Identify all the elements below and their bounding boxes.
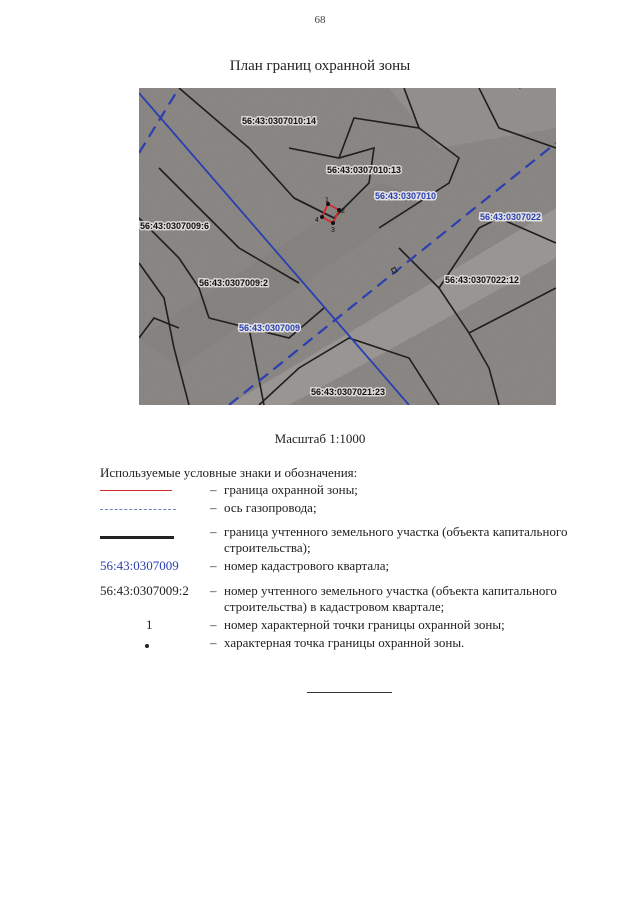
- legend-dash: –: [210, 482, 217, 497]
- legend-symbol-text: 56:43:0307009:2: [100, 583, 189, 598]
- red-line-symbol: [100, 490, 172, 491]
- dot-symbol: [145, 644, 149, 648]
- point-number: 4: [315, 217, 319, 224]
- legend-description: граница охранной зоны;: [224, 482, 358, 497]
- black-line-symbol: [100, 536, 174, 539]
- legend-description: граница учтенного земельного участка (объекта капитального строительства);: [224, 524, 568, 555]
- legend-dash: –: [210, 524, 217, 539]
- zone-point-4: [320, 215, 324, 219]
- zone-point-3: [331, 221, 335, 225]
- footer-rule: [307, 692, 392, 693]
- page-title: План границ охранной зоны: [229, 58, 411, 74]
- map-scale: Масштаб 1:1000: [274, 431, 366, 446]
- map-label-parcel: 56:43:0307010:14: [242, 116, 317, 126]
- legend-dash: –: [210, 617, 217, 632]
- legend-description: номер кадастрового квартала;: [224, 558, 390, 573]
- legend-dash: –: [210, 635, 217, 650]
- legend-symbol-text: 56:43:0307009: [100, 558, 179, 573]
- legend-description: ось газопровода;: [224, 500, 317, 515]
- map-label-quarter: 56:43:0307022: [480, 212, 542, 222]
- legend-symbol-text: 1: [146, 617, 153, 632]
- legend-description: номер характерной точки границы охранной зоны;: [224, 617, 505, 632]
- legend-heading: Используемые условные знаки и обозначения:: [100, 465, 358, 480]
- point-number: 2: [341, 208, 345, 215]
- page-number: 68: [314, 14, 326, 26]
- legend-description: номер учтенного земельного участка (объекта капитального строительства) в кадастровом квартале;: [224, 583, 557, 614]
- legend-dash: –: [210, 558, 217, 573]
- cadastral-map: [139, 88, 556, 405]
- map-label-parcel: 56:43:0307022:12: [445, 275, 520, 285]
- legend-dash: –: [210, 583, 217, 598]
- blue-dashed-line-symbol: [100, 509, 176, 510]
- map-label-parcel: 56:43:0307010:13: [327, 165, 402, 175]
- point-number: 3: [331, 227, 335, 234]
- map-label-parcel: 56:43:0307009:2: [199, 278, 269, 288]
- map-label-quarter: 56:43:0307010: [375, 191, 437, 201]
- legend-dash: –: [210, 500, 217, 515]
- legend-description: характерная точка границы охранной зоны.: [224, 635, 465, 650]
- map-label-quarter: 56:43:0307009: [239, 323, 301, 333]
- map-label-parcel: 56:43:0307009:6: [140, 221, 210, 231]
- map-canvas: [139, 88, 556, 405]
- point-number: 1: [325, 197, 329, 204]
- map-label-parcel: 56:43:0307021:23: [311, 387, 386, 397]
